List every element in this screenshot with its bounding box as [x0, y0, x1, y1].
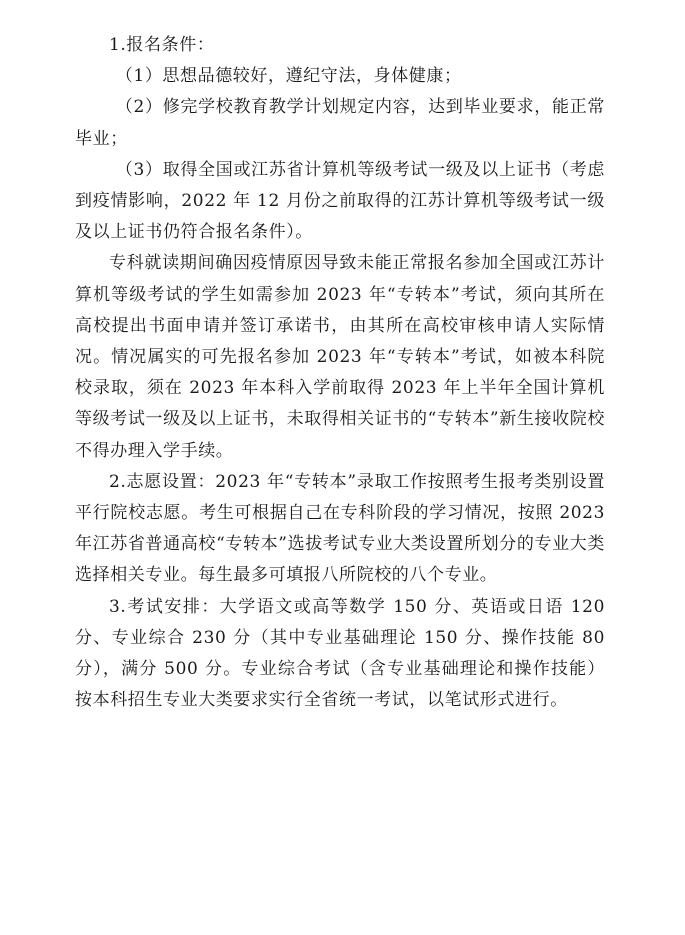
- condition-2: （2）修完学校教育教学计划规定内容，达到毕业要求，能正常毕业；: [75, 97, 605, 149]
- document-body: [75, 30, 605, 716]
- section-2-paragraph: 2.志愿设置：2023 年“专转本”录取工作按照考生报考类别设置平行院校志愿。考生可根据自己在专科阶段的学习情况，按照 2023 年江苏省普通高校“专转本”选拔考试专业大类设置所划分的专业大类选择相关专业。每生最多可填报八所院校的八个专业。: [75, 471, 605, 586]
- section-1-title: 1.报名条件：: [109, 35, 215, 55]
- section-3-paragraph: 3.考试安排：大学语文或高等数学 150 分、英语或日语 120 分、专业综合 230 分（其中专业基础理论 150 分、操作技能 80 分），满分 500 分。专业综合考试（含专业基础理论和操作技能）按本科招生专业大类要求实行全省统一考试，以笔试形式进行。: [75, 596, 605, 711]
- condition-3: （3）取得全国或江苏省计算机等级考试一级及以上证书（考虑到疫情影响，2022 年 12 月份之前取得的江苏计算机等级考试一级及以上证书仍符合报名条件）。: [75, 159, 605, 243]
- condition-1: （1）思想品德较好，遵纪守法，身体健康；: [115, 66, 462, 87]
- epidemic-note-paragraph: 专科就读期间确因疫情原因导致未能正常报名参加全国或江苏计算机等级考试的学生如需参加 2023 年“专转本”考试，须向其所在高校提出书面申请并签订承诺书，由其所在高校审核申请人实际情况。情况属实的可先报名参加 2023 年“专转本”考试，如被本科院校录取，须在 2023 年本科入学前取得 2023 年上半年全国计算机等级考试一级及以上证书，未取得相关证书的“专转本”新生接收院校不得办理入学手续。: [75, 253, 605, 461]
